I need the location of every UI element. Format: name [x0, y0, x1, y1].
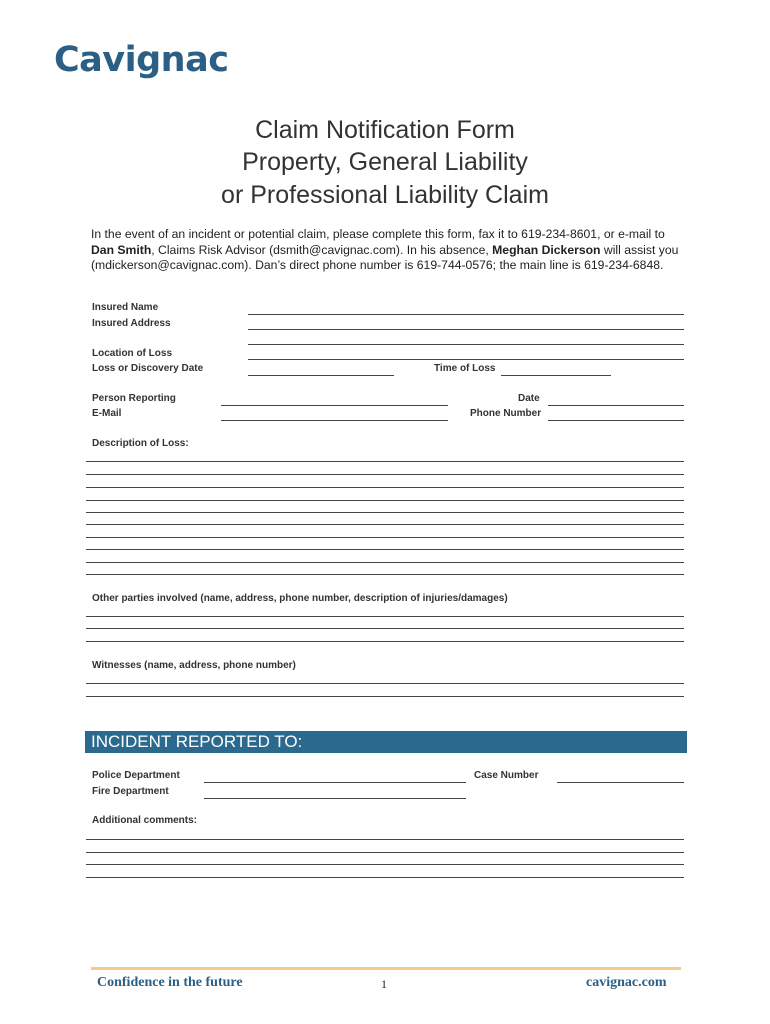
form-subtitle-2: or Professional Liability Claim	[221, 181, 549, 209]
footer-tagline: Confidence in the future	[97, 975, 243, 990]
intro-text-2: , Claims Risk Advisor (dsmith@cavignac.com). In his absence,	[151, 242, 493, 257]
person-reporting-field[interactable]	[221, 405, 448, 406]
witnesses-line-2[interactable]	[86, 696, 684, 697]
page-number: 1	[381, 977, 387, 991]
insured-name-label: Insured Name	[92, 302, 159, 313]
intro-text-1: In the event of an incident or potential claim, please complete this form, fax it to 619-234-8601, or e-mail to	[91, 227, 665, 241]
additional-comments-label: Additional comments:	[92, 815, 198, 826]
police-department-field[interactable]	[204, 782, 466, 783]
footer-divider	[91, 967, 681, 970]
description-line-9[interactable]	[86, 562, 684, 563]
loss-date-label: Loss or Discovery Date	[92, 363, 204, 374]
description-line-5[interactable]	[86, 512, 684, 513]
description-line-10[interactable]	[86, 574, 684, 575]
phone-number-label: Phone Number	[470, 408, 542, 419]
email-field[interactable]	[221, 420, 448, 421]
other-parties-line-2[interactable]	[86, 628, 684, 629]
other-parties-line-3[interactable]	[86, 641, 684, 642]
case-number-field[interactable]	[557, 782, 684, 783]
insured-name-field[interactable]	[248, 314, 684, 315]
footer-website: cavignac.com	[586, 975, 667, 990]
police-department-label: Police Department	[92, 770, 180, 781]
intro-paragraph	[91, 227, 681, 274]
time-of-loss-label: Time of Loss	[434, 363, 496, 374]
description-line-4[interactable]	[86, 500, 684, 501]
incident-reported-banner: INCIDENT REPORTED TO:	[85, 731, 687, 753]
time-of-loss-field[interactable]	[501, 375, 611, 376]
description-line-1[interactable]	[86, 461, 684, 462]
description-line-2[interactable]	[86, 474, 684, 475]
case-number-label: Case Number	[474, 770, 539, 781]
insured-address-label: Insured Address	[92, 318, 171, 329]
other-parties-line-1[interactable]	[86, 616, 684, 617]
comments-line-2[interactable]	[86, 852, 684, 853]
fire-department-label: Fire Department	[92, 786, 169, 797]
comments-line-3[interactable]	[86, 864, 684, 865]
comments-line-1[interactable]	[86, 839, 684, 840]
form-subtitle-1: Property, General Liability	[242, 148, 528, 176]
person-reporting-label: Person Reporting	[92, 393, 176, 404]
description-line-7[interactable]	[86, 537, 684, 538]
intro-text-3: will assist you (mdickerson@cavignac.com). Dan’s direct phone number is 619-744-0576; the main line is 619-234-6848.	[91, 242, 679, 272]
date-field[interactable]	[548, 405, 684, 406]
other-parties-label: Other parties involved (name, address, phone number, description of injuries/damages)	[92, 593, 508, 604]
insured-address-field-2[interactable]	[248, 344, 684, 345]
description-label: Description of Loss:	[92, 438, 189, 449]
company-logo: Cavignac	[54, 40, 229, 80]
contact-name-secondary: Meghan Dickerson	[492, 242, 601, 257]
location-of-loss-label: Location of Loss	[92, 348, 172, 359]
contact-name-primary: Dan Smith	[91, 242, 152, 257]
insured-address-field[interactable]	[248, 329, 684, 330]
email-label: E-Mail	[92, 408, 122, 419]
witnesses-label: Witnesses (name, address, phone number)	[92, 660, 296, 671]
location-of-loss-field[interactable]	[248, 359, 684, 360]
phone-number-field[interactable]	[548, 420, 684, 421]
description-line-3[interactable]	[86, 487, 684, 488]
description-line-6[interactable]	[86, 524, 684, 525]
description-line-8[interactable]	[86, 549, 684, 550]
date-label: Date	[518, 393, 540, 404]
form-title: Claim Notification Form	[255, 116, 515, 144]
loss-date-field[interactable]	[248, 375, 394, 376]
witnesses-line-1[interactable]	[86, 683, 684, 684]
comments-line-4[interactable]	[86, 877, 684, 878]
fire-department-field[interactable]	[204, 798, 466, 799]
